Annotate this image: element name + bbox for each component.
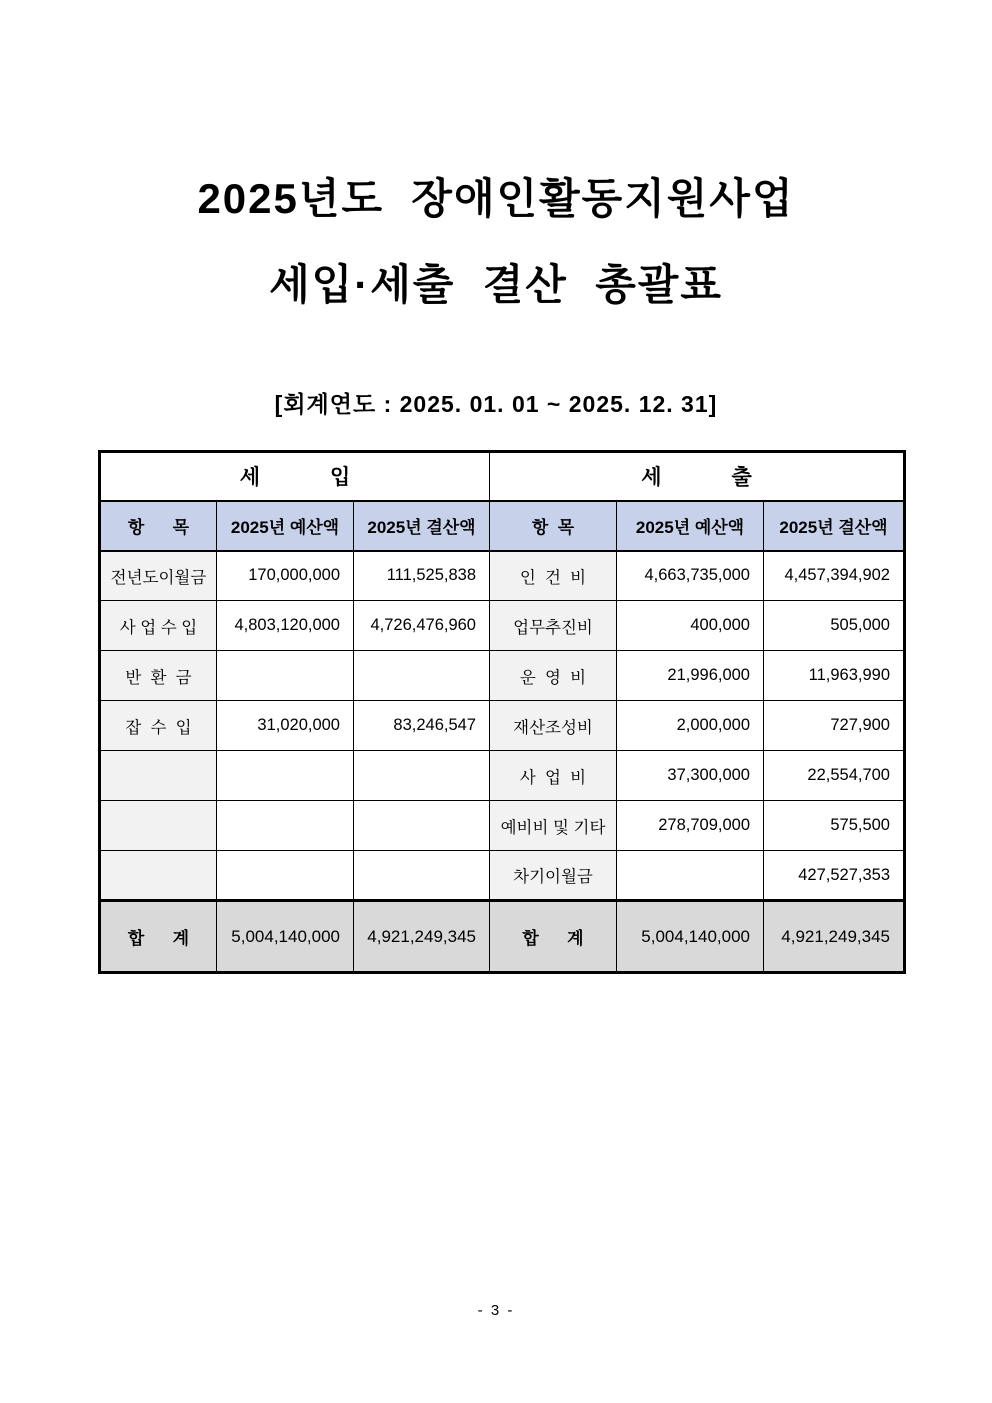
table-row: [100, 651, 905, 701]
revenue-budget-cell: 31,020,000: [217, 701, 354, 751]
expenditure-item-cell: 운 영 비: [490, 651, 617, 701]
expenditure-item-cell: 재산조성비: [490, 701, 617, 751]
revenue-item-cell: 사 업 수 입: [100, 601, 217, 651]
expenditure-budget-cell: 278,709,000: [617, 801, 764, 851]
expenditure-budget-header: 2025년 예산액: [617, 501, 764, 551]
expenditure-item-cell: 인 건 비: [490, 551, 617, 601]
expenditure-item-cell: 차기이월금: [490, 851, 617, 901]
revenue-item-cell: 잡 수 입: [100, 701, 217, 751]
revenue-budget-cell: [217, 651, 354, 701]
revenue-settlement-cell: 83,246,547: [354, 701, 490, 751]
revenue-item-cell: [100, 751, 217, 801]
budget-settlement-table: [98, 450, 906, 974]
expenditure-settlement-cell: 505,000: [764, 601, 905, 651]
revenue-budget-cell: [217, 751, 354, 801]
revenue-item-cell: 전년도이월금: [100, 551, 217, 601]
expenditure-budget-cell: 400,000: [617, 601, 764, 651]
revenue-group-header: 세 입: [100, 452, 490, 501]
expenditure-budget-cell: 2,000,000: [617, 701, 764, 751]
table-row: [100, 701, 905, 751]
expenditure-settlement-cell: 575,500: [764, 801, 905, 851]
revenue-settlement-header: 2025년 결산액: [354, 501, 490, 551]
expenditure-budget-cell: 4,663,735,000: [617, 551, 764, 601]
table-row: [100, 851, 905, 901]
expenditure-settlement-cell: 4,457,394,902: [764, 551, 905, 601]
expenditure-item-cell: 업무추진비: [490, 601, 617, 651]
table-row: [100, 751, 905, 801]
expenditure-total-label: 합 계: [490, 901, 617, 973]
revenue-settlement-cell: [354, 801, 490, 851]
revenue-budget-header: 2025년 예산액: [217, 501, 354, 551]
revenue-total-settlement: 4,921,249,345: [354, 901, 490, 973]
page-number: - 3 -: [477, 1302, 515, 1319]
expenditure-settlement-cell: 11,963,990: [764, 651, 905, 701]
expenditure-settlement-cell: 427,527,353: [764, 851, 905, 901]
expenditure-total-budget: 5,004,140,000: [617, 901, 764, 973]
revenue-settlement-cell: [354, 651, 490, 701]
document-title-line1: 2025년도 장애인활동지원사업: [197, 175, 795, 222]
table-row: [100, 601, 905, 651]
expenditure-settlement-cell: 22,554,700: [764, 751, 905, 801]
total-row: [100, 901, 905, 973]
table-row: [100, 801, 905, 851]
column-header-row: [100, 501, 905, 551]
document-title-line2: 세입·세출 결산 총괄표: [269, 261, 723, 308]
expenditure-total-settlement: 4,921,249,345: [764, 901, 905, 973]
expenditure-budget-cell: 37,300,000: [617, 751, 764, 801]
revenue-item-header: 항 목: [100, 501, 217, 551]
fiscal-year-line: [회계연도 : 2025. 01. 01 ~ 2025. 12. 31]: [274, 391, 718, 417]
revenue-settlement-cell: 111,525,838: [354, 551, 490, 601]
expenditure-group-header: 세 출: [490, 452, 905, 501]
revenue-item-cell: 반 환 금: [100, 651, 217, 701]
expenditure-settlement-header: 2025년 결산액: [764, 501, 905, 551]
revenue-total-budget: 5,004,140,000: [217, 901, 354, 973]
expenditure-budget-cell: [617, 851, 764, 901]
revenue-settlement-cell: [354, 851, 490, 901]
revenue-settlement-cell: [354, 751, 490, 801]
expenditure-item-cell: 예비비 및 기타: [490, 801, 617, 851]
expenditure-settlement-cell: 727,900: [764, 701, 905, 751]
expenditure-budget-cell: 21,996,000: [617, 651, 764, 701]
expenditure-item-cell: 사 업 비: [490, 751, 617, 801]
revenue-budget-cell: [217, 801, 354, 851]
table-row: [100, 551, 905, 601]
revenue-settlement-cell: 4,726,476,960: [354, 601, 490, 651]
revenue-budget-cell: 4,803,120,000: [217, 601, 354, 651]
revenue-total-label: 합 계: [100, 901, 217, 973]
expenditure-item-header: 항 목: [490, 501, 617, 551]
revenue-item-cell: [100, 801, 217, 851]
revenue-budget-cell: [217, 851, 354, 901]
revenue-budget-cell: 170,000,000: [217, 551, 354, 601]
revenue-item-cell: [100, 851, 217, 901]
group-header-row: [100, 452, 905, 501]
